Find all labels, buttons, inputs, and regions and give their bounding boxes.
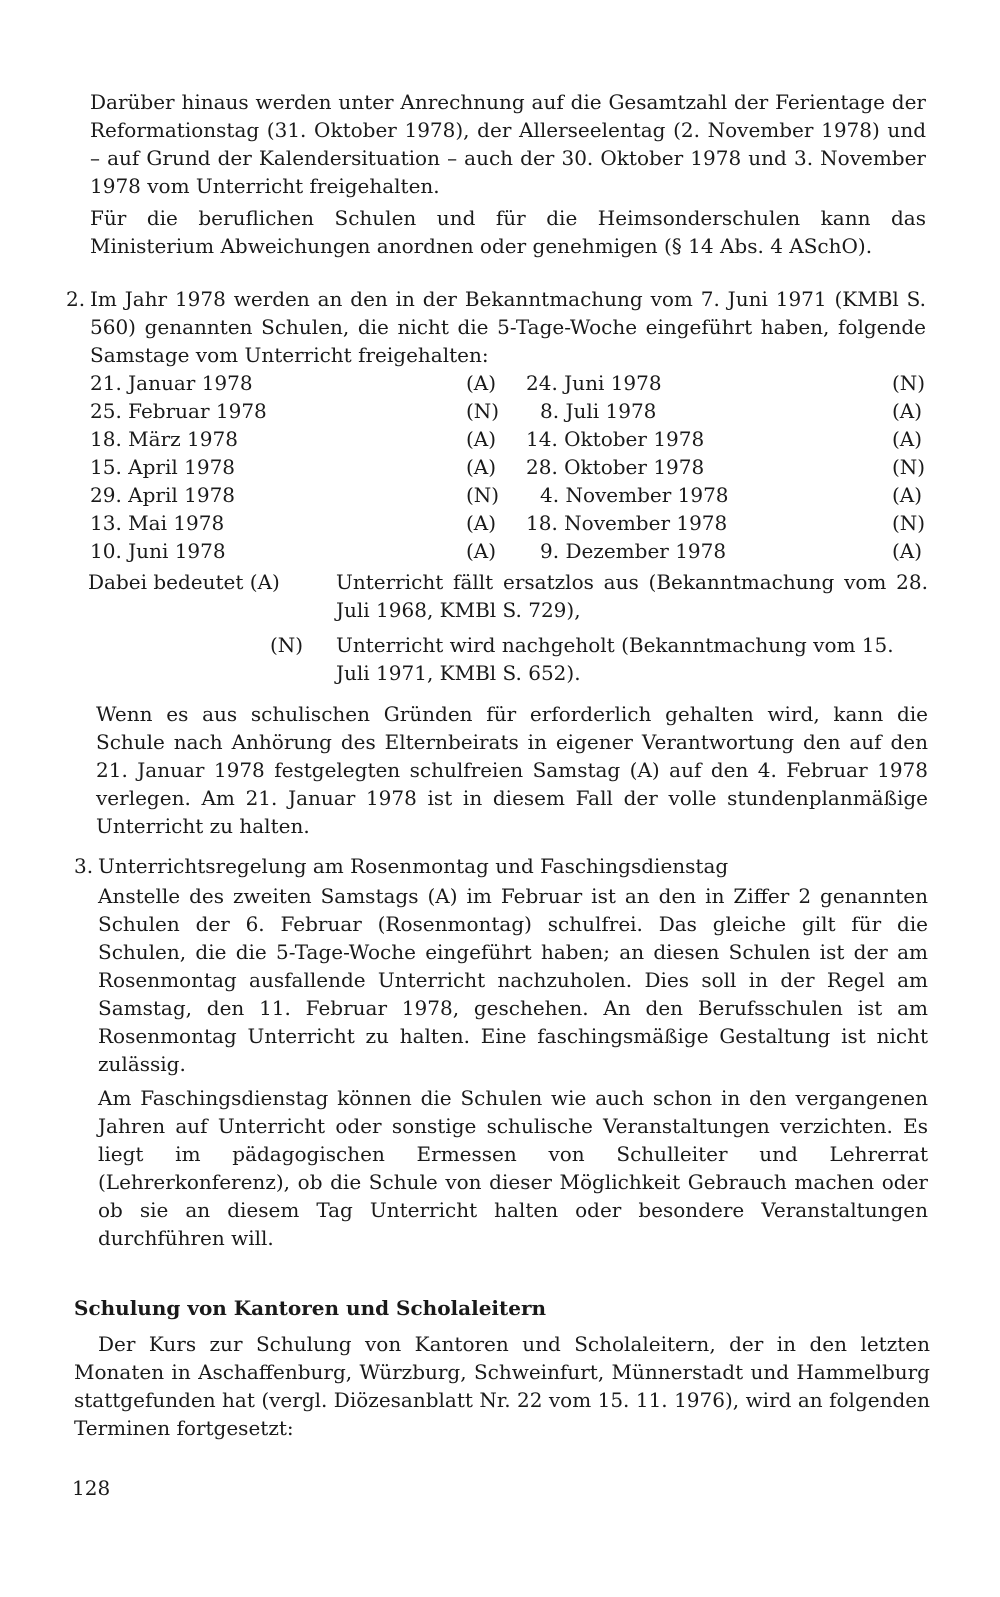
section-3-paragraph-1: Anstelle des zweiten Samstags (A) im Februar ist an den in Ziffer 2 genannten Schulen der 6. Februar (Rosenmontag) schulfrei. Das gleiche gilt für die Schulen, die die 5-Tage-Woche eingeführt haben; an diesen Schulen ist der am Rosenmontag ausfallende Unterricht nachzuholen. Dies soll in der Regel am Samstag, den 11. Februar 1978, geschehen. An den Berufsschulen ist am Rosenmontag Unterricht zu halten. Eine faschingsmäßige Gestaltung ist nicht zulässig. — [98, 884, 928, 1076]
date-cell: 24. Juni 1978 — [526, 371, 662, 395]
legend-n-label: (N) — [270, 633, 304, 657]
intro-paragraph-2: Für die beruflichen Schulen und für die Heimsonderschulen kann das Ministerium Abweichungen anordnen oder genehmigen (§ 14 Abs. 4 ASchO). — [90, 206, 926, 258]
date-cell: 21. Januar 1978 — [90, 371, 253, 395]
table-row — [90, 509, 950, 537]
intro-paragraph-1: Darüber hinaus werden unter Anrechnung auf die Gesamtzahl der Ferientage der Reformationstag (31. Oktober 1978), der Allerseelentag (2. November 1978) und – auf Grund der Kalendersituation – auch der 30. Oktober 1978 und 3. November 1978 vom Unterricht freigehalten. — [90, 90, 926, 198]
code-cell: (A) — [892, 539, 923, 563]
code-cell: (N) — [892, 455, 926, 479]
date-cell: 18. November 1978 — [526, 511, 728, 535]
code-cell: (A) — [466, 539, 497, 563]
date-cell: 29. April 1978 — [90, 483, 236, 507]
code-cell: (A) — [892, 427, 923, 451]
section-3-number: 3. — [74, 854, 94, 878]
date-cell: 9. Dezember 1978 — [540, 539, 727, 563]
date-cell: 13. Mai 1978 — [90, 511, 225, 535]
code-cell: (N) — [466, 399, 500, 423]
date-cell: 28. Oktober 1978 — [526, 455, 705, 479]
table-row — [90, 481, 950, 509]
date-cell: 8. Juli 1978 — [540, 399, 657, 423]
saturday-table — [90, 369, 950, 569]
date-cell: 10. Juni 1978 — [90, 539, 226, 563]
code-cell: (N) — [466, 483, 500, 507]
legend-n-text: Unterricht wird nachgeholt (Bekanntmachung vom 15. Juli 1971, KMBl S. 652). — [336, 633, 894, 685]
code-cell: (A) — [466, 455, 497, 479]
date-cell: 14. Oktober 1978 — [526, 427, 705, 451]
section-2-number: 2. — [66, 287, 86, 311]
table-row — [90, 397, 950, 425]
date-cell: 25. Februar 1978 — [90, 399, 267, 423]
section-2-followup: Wenn es aus schulischen Gründen für erforderlich gehalten wird, kann die Schule nach Anhörung des Elternbeirats in eigener Verantwortung den auf den 21. Januar 1978 festgelegten schulfreien Samstag (A) auf den 4. Februar 1978 verlegen. Am 21. Januar 1978 ist in diesem Fall der volle stundenplanmäßige Unterricht zu halten. — [96, 702, 928, 838]
code-cell: (A) — [466, 427, 497, 451]
code-cell: (A) — [466, 511, 497, 535]
date-cell: 4. November 1978 — [540, 483, 729, 507]
table-row — [90, 369, 950, 397]
legend-a-label: Dabei bedeutet (A) — [88, 570, 280, 594]
legend-a-text: Unterricht fällt ersatzlos aus (Bekanntmachung vom 28. Juli 1968, KMBl S. 729), — [336, 570, 928, 622]
date-cell: 18. März 1978 — [90, 427, 238, 451]
schulung-paragraph: Der Kurs zur Schulung von Kantoren und Scholaleitern, der in den letzten Monaten in Aschaffenburg, Würzburg, Schweinfurt, Münnerstadt und Hammelburg stattgefunden hat (vergl. Diözesanblatt Nr. 22 vom 15. 11. 1976), wird an folgenden Terminen fortgesetzt: — [74, 1332, 930, 1440]
section-2-text: Im Jahr 1978 werden an den in der Bekanntmachung vom 7. Juni 1971 (KMBl S. 560) genannten Schulen, die nicht die 5-Tage-Woche eingeführt haben, folgende Samstage vom Unterricht freigehalten: — [90, 287, 926, 367]
code-cell: (N) — [892, 511, 926, 535]
section-3-paragraph-2: Am Faschingsdienstag können die Schulen wie auch schon in den vergangenen Jahren auf Unterricht oder sonstige schulische Veranstaltungen verzichten. Es liegt im pädagogischen Ermessen von Schulleiter und Lehrerrat (Lehrerkonferenz), ob die Schule von dieser Möglichkeit Gebrauch machen oder ob sie an diesem Tag Unterricht halten oder besondere Veranstaltungen durchführen will. — [98, 1086, 928, 1250]
table-row — [90, 453, 950, 481]
code-cell: (N) — [892, 371, 926, 395]
section-3-title: Unterrichtsregelung am Rosenmontag und Faschingsdienstag — [98, 854, 729, 878]
date-cell: 15. April 1978 — [90, 455, 236, 479]
schulung-heading: Schulung von Kantoren und Scholaleitern — [74, 1296, 547, 1320]
code-cell: (A) — [892, 483, 923, 507]
table-row — [90, 425, 950, 453]
page-number: 128 — [72, 1476, 111, 1500]
code-cell: (A) — [892, 399, 923, 423]
table-row — [90, 537, 950, 565]
code-cell: (A) — [466, 371, 497, 395]
